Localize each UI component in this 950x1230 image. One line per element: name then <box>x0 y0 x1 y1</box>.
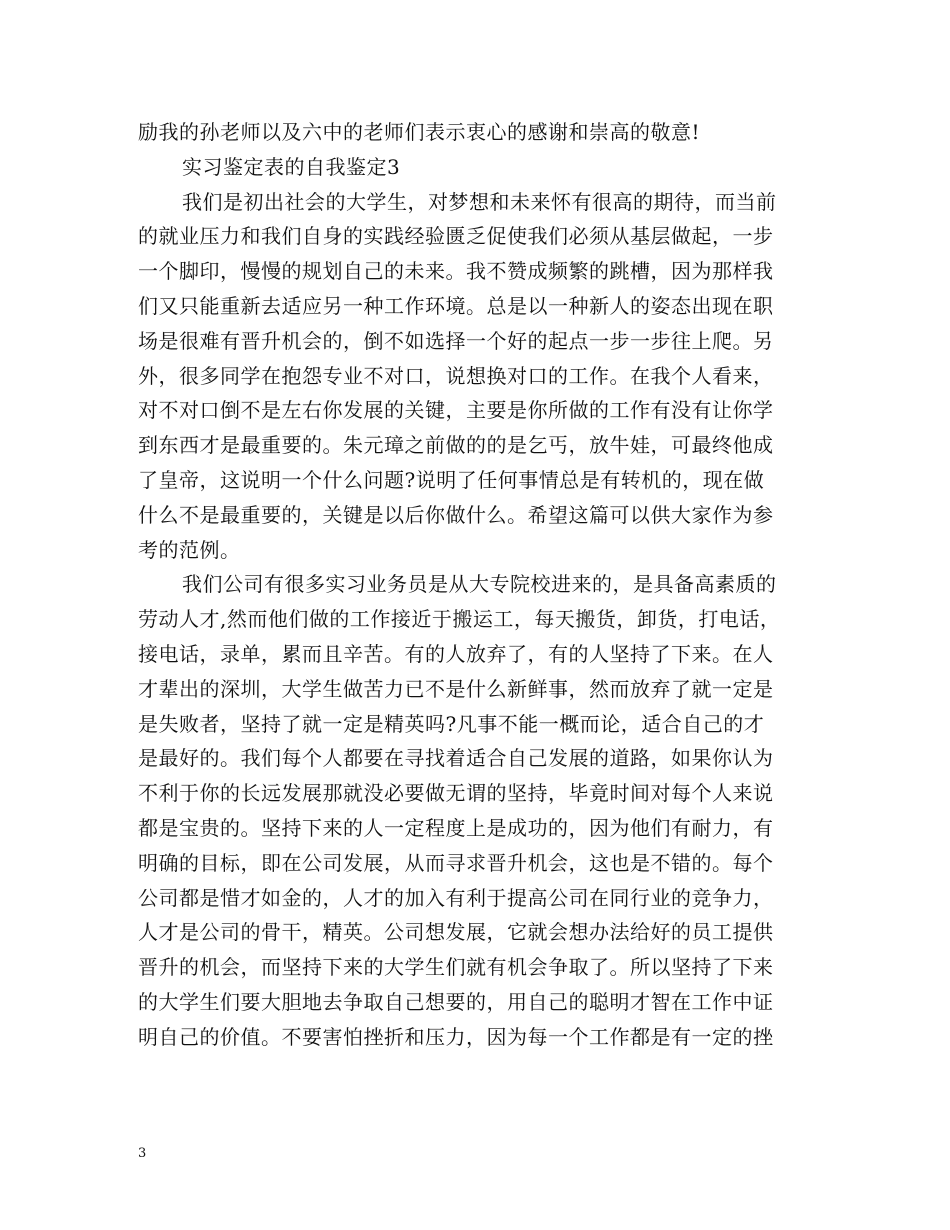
text-line: 们又只能重新去适应另一种工作环境。总是以一种新人的姿态出现在职 <box>138 293 774 318</box>
text-line: 外，很多同学在抱怨专业不对口，说想换对口的工作。在我个人看来， <box>138 363 774 388</box>
text-line: 什么不是最重要的，关键是以后你做什么。希望这篇可以供大家作为参 <box>138 502 774 527</box>
text-line: 明确的目标，即在公司发展，从而寻求晋升机会，这也是不错的。每个 <box>138 850 774 875</box>
text-line: 明自己的价值。不要害怕挫折和压力，因为每一个工作都是有一定的挫 <box>138 1024 774 1049</box>
text-line: 是失败者，坚持了就一定是精英吗?凡事不能一概而论，适合自己的才 <box>138 711 765 736</box>
text-line: 场是很难有晋升机会的，倒不如选择一个好的起点一步一步往上爬。另 <box>138 328 774 353</box>
text-line: 对不对口倒不是左右你发展的关键，主要是你所做的工作有没有让你学 <box>138 398 774 423</box>
text-line: 考的范例。 <box>138 537 241 562</box>
text-line: 我们公司有很多实习业务员是从大专院校进来的，是具备高素质的 <box>182 572 777 597</box>
text-line: 是最好的。我们每个人都要在寻找着适合自己发展的道路，如果你认为 <box>138 746 774 771</box>
text-line: 一个脚印，慢慢的规划自己的未来。我不赞成频繁的跳槽，因为那样我 <box>138 259 774 284</box>
text-line: 励我的孙老师以及六中的老师们表示衷心的感谢和崇高的敬意! <box>138 120 701 144</box>
section-heading: 实习鉴定表的自我鉴定3 <box>182 154 401 179</box>
text-line: 公司都是惜才如金的，人才的加入有利于提高公司在同行业的竞争力， <box>138 885 774 910</box>
text-line: 了皇帝，这说明一个什么问题?说明了任何事情总是有转机的，现在做 <box>138 467 765 492</box>
text-line: 接电话，录单，累而且辛苦。有的人放弃了，有的人坚持了下来。在人 <box>138 641 774 666</box>
text-line: 到东西才是最重要的。朱元璋之前做的的是乞丐，放牛娃，可最终他成 <box>138 433 774 458</box>
text-line: 才辈出的深圳，大学生做苦力已不是什么新鲜事，然而放弃了就一定是 <box>138 676 774 701</box>
text-line: 劳动人才,然而他们做的工作接近于搬运工，每天搬货，卸货，打电话， <box>138 607 781 632</box>
text-line: 的就业压力和我们自身的实践经验匮乏促使我们必须从基层做起，一步 <box>138 224 774 249</box>
text-line: 人才是公司的骨干，精英。公司想发展，它就会想办法给好的员工提供 <box>138 920 774 945</box>
text-line: 我们是初出社会的大学生，对梦想和未来怀有很高的期待，而当前 <box>182 189 777 214</box>
text-line: 不利于你的长远发展那就没必要做无谓的坚持，毕竟时间对每个人来说 <box>138 781 774 806</box>
page-number: 3 <box>138 1146 147 1161</box>
text-line: 晋升的机会，而坚持下来的大学生们就有机会争取了。所以坚持了下来 <box>138 955 774 980</box>
body-text <box>138 115 838 1055</box>
text-line: 的大学生们要大胆地去争取自己想要的，用自己的聪明才智在工作中证 <box>138 989 774 1014</box>
text-line: 都是宝贵的。坚持下来的人一定程度上是成功的，因为他们有耐力，有 <box>138 815 774 840</box>
